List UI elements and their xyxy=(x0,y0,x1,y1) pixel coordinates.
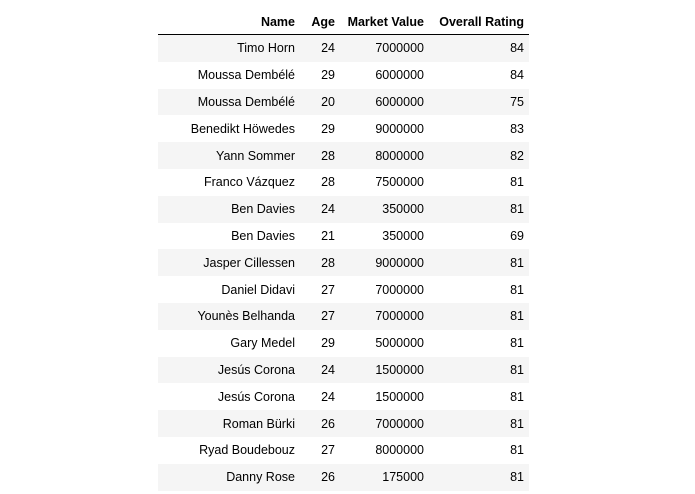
table-row xyxy=(158,357,529,384)
market-value-cell: 9000000 xyxy=(340,115,429,142)
overall-rating-cell: 84 xyxy=(429,62,529,89)
name-cell: Moussa Dembélé xyxy=(158,89,300,116)
overall-rating-cell: 81 xyxy=(429,276,529,303)
column-header-overall-rating: Overall Rating xyxy=(429,9,529,35)
market-value-cell: 350000 xyxy=(340,223,429,250)
overall-rating-cell: 81 xyxy=(429,383,529,410)
overall-rating-cell: 81 xyxy=(429,410,529,437)
market-value-cell: 5000000 xyxy=(340,330,429,357)
table-row xyxy=(158,249,529,276)
market-value-cell: 6000000 xyxy=(340,62,429,89)
overall-rating-cell: 81 xyxy=(429,169,529,196)
age-cell: 29 xyxy=(300,62,340,89)
name-cell: Yann Sommer xyxy=(158,142,300,169)
market-value-cell: 8000000 xyxy=(340,142,429,169)
age-cell: 24 xyxy=(300,196,340,223)
name-cell: Roman Bürki xyxy=(158,410,300,437)
age-cell: 26 xyxy=(300,410,340,437)
overall-rating-cell: 82 xyxy=(429,142,529,169)
age-cell: 29 xyxy=(300,330,340,357)
age-cell: 21 xyxy=(300,223,340,250)
name-cell: Gary Medel xyxy=(158,330,300,357)
age-cell: 20 xyxy=(300,89,340,116)
name-cell: Ben Davies xyxy=(158,196,300,223)
name-cell: Timo Horn xyxy=(158,35,300,62)
players-table xyxy=(158,9,529,491)
name-cell: Danny Rose xyxy=(158,464,300,491)
overall-rating-cell: 83 xyxy=(429,115,529,142)
name-cell: Daniel Didavi xyxy=(158,276,300,303)
market-value-cell: 7000000 xyxy=(340,410,429,437)
age-cell: 27 xyxy=(300,303,340,330)
table-row xyxy=(158,330,529,357)
age-cell: 24 xyxy=(300,383,340,410)
market-value-cell: 7000000 xyxy=(340,35,429,62)
overall-rating-cell: 81 xyxy=(429,464,529,491)
table-row xyxy=(158,115,529,142)
market-value-cell: 1500000 xyxy=(340,357,429,384)
overall-rating-cell: 81 xyxy=(429,330,529,357)
name-cell: Franco Vázquez xyxy=(158,169,300,196)
age-cell: 27 xyxy=(300,437,340,464)
age-cell: 28 xyxy=(300,142,340,169)
name-cell: Jasper Cillessen xyxy=(158,249,300,276)
table-row xyxy=(158,223,529,250)
age-cell: 28 xyxy=(300,249,340,276)
name-cell: Moussa Dembélé xyxy=(158,62,300,89)
market-value-cell: 350000 xyxy=(340,196,429,223)
age-cell: 26 xyxy=(300,464,340,491)
table-row xyxy=(158,89,529,116)
age-cell: 29 xyxy=(300,115,340,142)
overall-rating-cell: 81 xyxy=(429,249,529,276)
overall-rating-cell: 69 xyxy=(429,223,529,250)
overall-rating-cell: 81 xyxy=(429,357,529,384)
table-row xyxy=(158,196,529,223)
market-value-cell: 7000000 xyxy=(340,276,429,303)
overall-rating-cell: 75 xyxy=(429,89,529,116)
name-cell: Ryad Boudebouz xyxy=(158,437,300,464)
table-row xyxy=(158,35,529,62)
age-cell: 24 xyxy=(300,357,340,384)
table-row xyxy=(158,383,529,410)
table-body xyxy=(158,35,529,491)
table-row xyxy=(158,410,529,437)
age-cell: 27 xyxy=(300,276,340,303)
market-value-cell: 8000000 xyxy=(340,437,429,464)
table-row xyxy=(158,62,529,89)
name-cell: Ben Davies xyxy=(158,223,300,250)
market-value-cell: 1500000 xyxy=(340,383,429,410)
market-value-cell: 7000000 xyxy=(340,303,429,330)
overall-rating-cell: 81 xyxy=(429,303,529,330)
dataframe-container xyxy=(158,9,529,491)
market-value-cell: 175000 xyxy=(340,464,429,491)
name-cell: Younès Belhanda xyxy=(158,303,300,330)
age-cell: 28 xyxy=(300,169,340,196)
table-row xyxy=(158,303,529,330)
overall-rating-cell: 81 xyxy=(429,437,529,464)
market-value-cell: 6000000 xyxy=(340,89,429,116)
overall-rating-cell: 81 xyxy=(429,196,529,223)
table-row xyxy=(158,437,529,464)
name-cell: Jesús Corona xyxy=(158,357,300,384)
table-row xyxy=(158,169,529,196)
table-row xyxy=(158,142,529,169)
column-header-market-value: Market Value xyxy=(340,9,429,35)
name-cell: Benedikt Höwedes xyxy=(158,115,300,142)
market-value-cell: 7500000 xyxy=(340,169,429,196)
overall-rating-cell: 84 xyxy=(429,35,529,62)
header-row xyxy=(158,9,529,35)
table-row xyxy=(158,464,529,491)
table-header xyxy=(158,9,529,35)
table-row xyxy=(158,276,529,303)
market-value-cell: 9000000 xyxy=(340,249,429,276)
age-cell: 24 xyxy=(300,35,340,62)
column-header-age: Age xyxy=(300,9,340,35)
column-header-name: Name xyxy=(158,9,300,35)
name-cell: Jesús Corona xyxy=(158,383,300,410)
